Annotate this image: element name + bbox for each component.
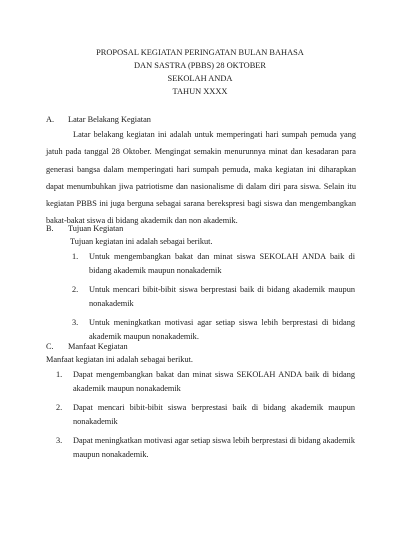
document-title [0,46,400,98]
section-c-list [56,368,356,467]
list-item: 2. Untuk mencari bibit-bibit siswa berprestasi baik di bidang akademik maupun nonakademik [72,285,355,308]
section-a-title: Latar Belakang Kegiatan [68,115,151,124]
title-line-1: PROPOSAL KEGIATAN PERINGATAN BULAN BAHASA [96,48,304,57]
list-item: 3. Dapat meningkatkan motivasi agar setiap siswa lebih berprestasi di bidang akademik maupun nonakademik. [56,436,356,459]
section-b-title: Tujuan Kegiatan [68,224,124,233]
section-c-heading [46,341,128,352]
section-c-title: Manfaat Kegiatan [68,342,128,351]
section-c-intro: Manfaat kegiatan ini adalah sebagai berikut. [46,355,193,364]
list-item: 2. Dapat mencari bibit-bibit siswa berprestasi baik di bidang akademik maupun nonakademik [56,403,355,426]
list-item: 1. Untuk mengembangkan bakat dan minat siswa SEKOLAH ANDA baik di bidang akademik maupun nonakademik [72,252,355,275]
title-line-3: SEKOLAH ANDA [167,74,233,83]
title-line-2: DAN SASTRA (PBBS) 28 OKTOBER [133,61,266,70]
section-b-list [72,250,355,349]
section-a-letter: A. [46,115,55,124]
list-item: 3. Untuk meningkatkan motivasi agar setiap siswa lebih berprestasi di bidang akademik maupun nonakademik. [72,318,355,341]
list-item: 1. Dapat mengembangkan bakat dan minat siswa SEKOLAH ANDA baik di bidang akademik maupun nonakademik [56,370,355,393]
section-b-letter: B. [46,224,54,233]
section-a-paragraph-text: Latar belakang kegiatan ini adalah untuk memperingati hari sumpah pemuda yang jatuh pada tanggal 28 Oktober. Mengingat semakin menurunnya minat dan kesadaran para generasi bangsa dalam memperingati hari sumpah pemuda, maka kegiatan ini diharapkan dapat menumbuhkan jiwa patriotisme dan nasionalisme di dalam diri para siswa. Selain itu kegiatan PBBS ini juga berguna sebagai sarana berekspresi bagi siswa dan mengembangkan bakat-bakat siswa di bidang akademik dan non akademik. [46,130,356,226]
title-line-4: TAHUN XXXX [172,87,228,96]
section-c-letter: C. [46,342,54,351]
section-b-intro: Tujuan kegiatan ini adalah sebagai berikut. [70,237,213,246]
section-b-heading [46,223,123,234]
section-a-heading [46,114,151,125]
section-a-paragraph [46,126,356,230]
